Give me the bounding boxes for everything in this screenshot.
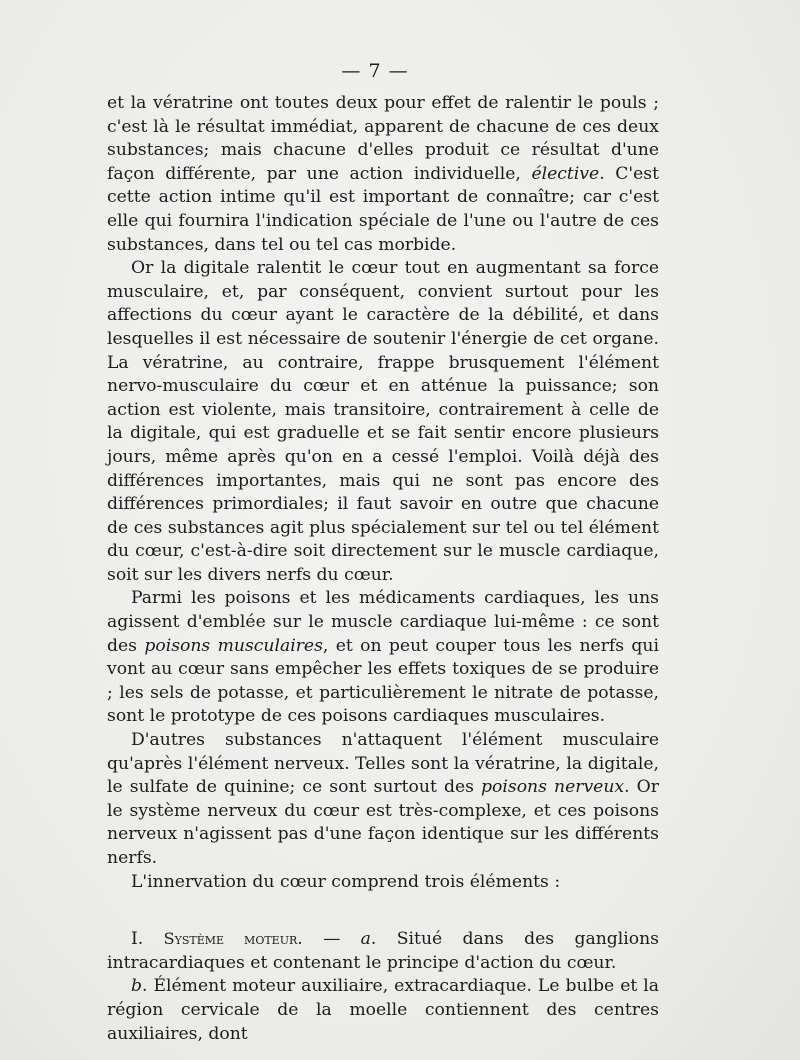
- text-run: . C'est cette action intime qu'il est important de connaître; car c'est elle qui fournira l'indication spéciale de l'une ou l'autre de ces substances, dans tel ou tel cas morbide.: [107, 163, 659, 255]
- text-run: , et on peut couper tous les nerfs qui vont au cœur sans empêcher les effets toxiques de se produire ; les sels de potasse, et particulièrement le nitrate de potasse, sont le prototype de ces poisons cardiaques musculaires.: [107, 635, 660, 727]
- paragraph: [107, 729, 659, 871]
- text-run: L'innervation du cœur comprend trois éléments :: [131, 871, 561, 892]
- paragraph: [107, 871, 659, 895]
- text-run: . —: [297, 929, 361, 950]
- section-spacer: [107, 894, 659, 927]
- section-title: Système moteur: [163, 929, 298, 949]
- paragraph: [107, 587, 659, 729]
- text-run: Parmi les poisons et les médicaments cardiaques, les uns agissent d'emblée sur le muscle cardiaque lui-même : ce sont des: [107, 588, 659, 656]
- italic-term: élective: [531, 163, 600, 184]
- text-run: I.: [131, 929, 164, 950]
- item-letter: a: [360, 929, 371, 950]
- item-letter: b: [131, 976, 143, 997]
- italic-term: poisons musculaires: [144, 635, 323, 656]
- paragraph: [107, 975, 659, 1046]
- body-text: [107, 92, 659, 1046]
- text-run: Or la digitale ralentit le cœur tout en augmentant sa force musculaire, et, par conséquent, convient surtout pour les affections du cœur ayant le caractère de la débilité, et dans lesquelles il est nécessaire de soutenir l'énergie de cet organe. La vératrine, au contraire, frappe brusquement l'élément nervo-musculaire du cœur et en atténue la puissance; son action est violente, mais transitoire, contrairement à celle de la digitale, qui est graduelle et se fait sentir encore plusieurs jours, même après qu'on en a cessé l'emploi. Voilà déjà des différences importantes, mais qui ne sont pas encore des différences primordiales; il faut savoir en outre que chacune de ces substances agit plus spécialement sur tel ou tel élément du cœur, c'est-à-dire soit directement sur le muscle cardiaque, soit sur les divers nerfs du cœur.: [107, 258, 659, 585]
- paragraph: [107, 257, 659, 587]
- paragraph-continuation: [107, 92, 659, 257]
- text-run: D'autres substances n'attaquent l'élément musculaire qu'après l'élément nerveux. Telles sont la vératrine, la digitale, le sulfate de quinine; ce sont surtout des: [107, 730, 659, 798]
- section-heading-paragraph: [107, 927, 659, 975]
- text-run: . Situé dans des ganglions intracardiaques et contenant le principe d'action du cœur.: [107, 929, 659, 973]
- text-run: . Or le système nerveux du cœur est très-complexe, et ces poisons nerveux n'agissent pas d'une façon identique sur les différents nerfs.: [107, 777, 659, 868]
- text-run: . Élément moteur auxiliaire, extracardiaque. Le bulbe et la région cervicale de la moelle contiennent des centres auxiliaires, dont: [107, 976, 659, 1044]
- page-number: — 7 —: [341, 60, 409, 82]
- italic-term: poisons nerveux: [481, 777, 625, 798]
- text-run: et la vératrine ont toutes deux pour effet de ralentir le pouls ; c'est là le résultat immédiat, apparent de chacune de ces deux substances; mais chacune d'elles produit ce résultat d'une façon différente, par une action individuelle,: [107, 93, 659, 184]
